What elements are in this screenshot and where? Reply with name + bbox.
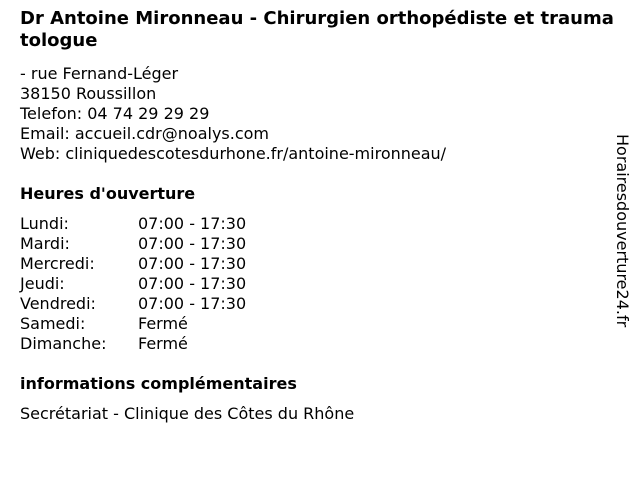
day-hours: 07:00 - 17:30 <box>138 274 247 293</box>
day-label: Mardi: <box>20 234 70 253</box>
day-hours: Fermé <box>138 334 188 353</box>
hours-row-friday <box>20 294 246 314</box>
address-block <box>20 64 446 164</box>
day-label: Samedi: <box>20 314 86 333</box>
web-line: Web: cliniquedescotesdurhone.fr/antoine-mironneau/ <box>20 144 447 163</box>
site-watermark: Horairesdouverture24.fr <box>613 134 632 328</box>
day-label: Jeudi: <box>20 274 65 293</box>
opening-hours-table <box>20 214 246 354</box>
day-hours: 07:00 - 17:30 <box>138 294 247 313</box>
email-line: Email: accueil.cdr@noalys.com <box>20 124 269 143</box>
day-label: Lundi: <box>20 214 69 233</box>
day-label: Mercredi: <box>20 254 95 273</box>
day-hours: 07:00 - 17:30 <box>138 234 247 253</box>
day-hours: 07:00 - 17:30 <box>138 254 247 273</box>
street-address: - rue Fernand-Léger <box>20 64 179 83</box>
city-postcode: 38150 Roussillon <box>20 84 157 103</box>
hours-row-sunday <box>20 334 246 354</box>
hours-row-tuesday <box>20 234 246 254</box>
hours-row-saturday <box>20 314 246 334</box>
day-label: Vendredi: <box>20 294 96 313</box>
additional-info-text: Secrétariat - Clinique des Côtes du Rhône <box>20 404 355 423</box>
hours-row-thursday <box>20 274 246 294</box>
day-hours: 07:00 - 17:30 <box>138 214 247 233</box>
opening-hours-heading: Heures d'ouverture <box>20 184 196 203</box>
hours-row-wednesday <box>20 254 246 274</box>
additional-info-heading: informations complémentaires <box>20 374 297 393</box>
day-label: Dimanche: <box>20 334 107 353</box>
day-hours: Fermé <box>138 314 188 333</box>
hours-row-monday <box>20 214 246 234</box>
business-name: Dr Antoine Mironneau - Chirurgien orthopédiste et traumatologue <box>20 8 614 51</box>
phone-line: Telefon: 04 74 29 29 29 <box>20 104 210 123</box>
